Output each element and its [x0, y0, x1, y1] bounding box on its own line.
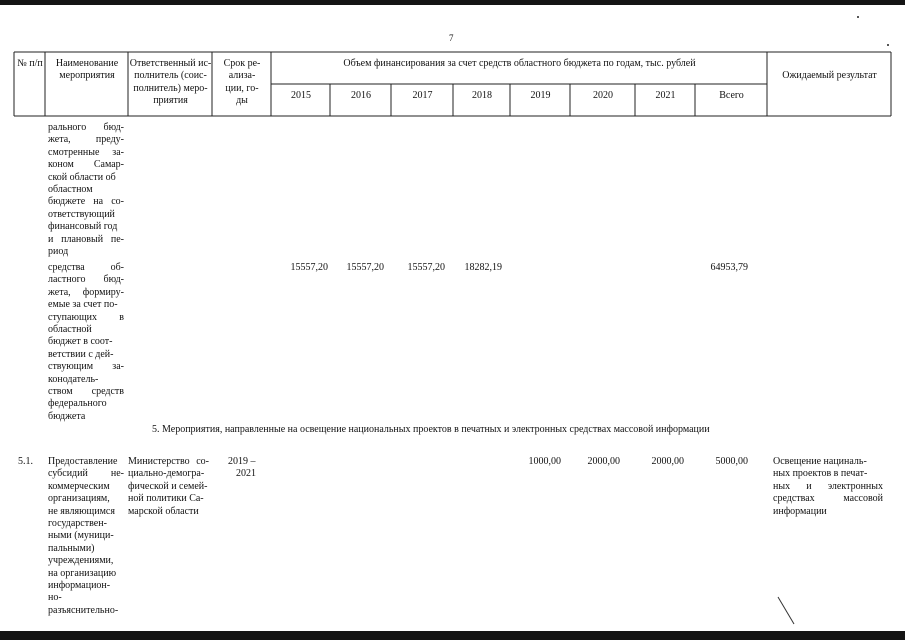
- row-b-value-2016: 15557,20: [346, 262, 384, 273]
- row-b-value-2017: 15557,20: [407, 262, 445, 273]
- header-year-2021: 2021: [655, 90, 676, 101]
- header-col-term: Срок ре- ализа- ции, го- ды: [223, 58, 261, 107]
- row-51-responsible: Министерство со- циально-демогра- фической и семей- ной политики Са- марской области: [128, 456, 209, 517]
- row-51-value-total: 5000,00: [715, 456, 748, 467]
- header-year-2016: 2016: [351, 90, 371, 101]
- row-b-value-2018: 18282,19: [464, 262, 502, 273]
- row-b-name: средства об- ластного бюд- жета, формиру- емые за счет по- ступающих в областной бюджет в соот- ветствии с дей- ствующим за- конодатель- ством средств федерального бюджета: [48, 262, 124, 422]
- row-51-value-2021: 2000,00: [651, 456, 684, 467]
- row-a-name: рального бюд- жета, преду- смотренные за- коном Самар- ской области об областном бюджете на со- ответствующий финансовый год и плановый пе- риод: [48, 122, 124, 258]
- header-year-2020: 2020: [593, 90, 613, 101]
- header-year-2015: 2015: [291, 90, 311, 101]
- header-col-responsible: Ответственный ис- полнитель (соис- полнитель) меро- приятия: [129, 58, 212, 107]
- section-title: 5. Мероприятия, направленные на освещение национальных проектов в печатных и электронных средствах массовой информации: [152, 424, 710, 435]
- header-col-name: Наименование мероприятия: [55, 58, 119, 82]
- row-51-value-2019: 1000,00: [528, 456, 561, 467]
- header-year-2018: 2018: [472, 90, 492, 101]
- row-51-term: 2019 – 2021: [228, 456, 256, 480]
- header-year-total: Всего: [719, 90, 744, 101]
- row-51-expected-result: Освещение нациналь- ных проектов в печат- ных и электронных средствах массовой информации: [773, 456, 883, 517]
- row-51-number: 5.1.: [18, 456, 33, 467]
- header-col-finance: Объем финансирования за счет средств областного бюджета по годам, тыс. рублей: [343, 58, 696, 69]
- header-col-result: Ожидаемый результат: [782, 70, 877, 81]
- header-col-number: № п/п: [17, 58, 43, 69]
- row-b-value-total: 64953,79: [710, 262, 748, 273]
- header-year-2019: 2019: [530, 90, 551, 101]
- row-51-name: Предоставление субсидий не- коммерческим организациям, не являющимся государствен- ными (муници- пальными) учреждениями, на организацию информацион- но- разъяснительно-: [48, 456, 124, 616]
- header-year-2017: 2017: [412, 90, 433, 101]
- row-51-value-2020: 2000,00: [587, 456, 620, 467]
- page-number: 7: [449, 33, 454, 43]
- row-b-value-2015: 15557,20: [290, 262, 328, 273]
